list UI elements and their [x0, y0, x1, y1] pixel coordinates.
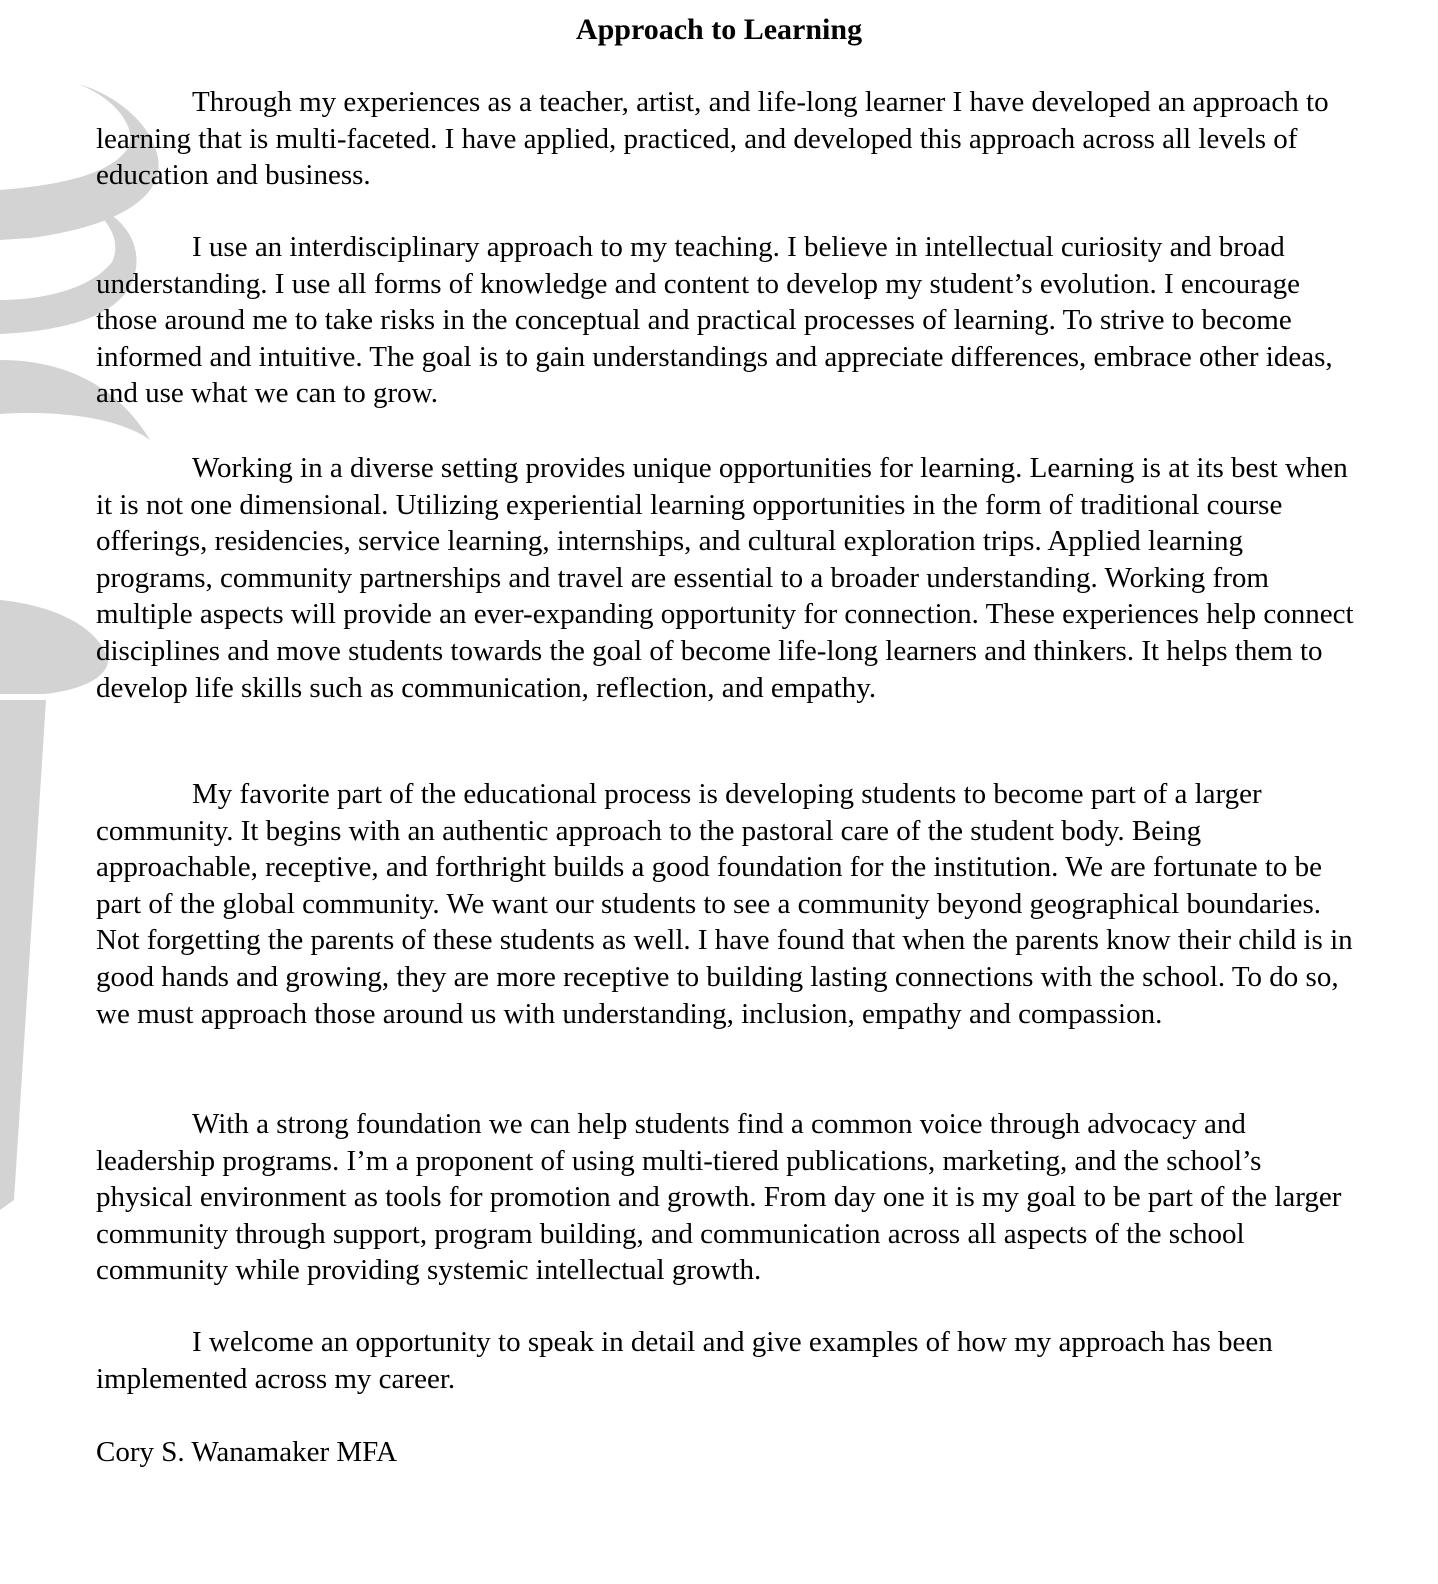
signature: Cory S. Wanamaker MFA [96, 1436, 398, 1468]
paragraph-diverse-setting: Working in a diverse setting provides unique opportunities for learning. Learning is at its best when it is not one dimensional. Utilizing experiential learning opportunities in the form of traditional course offerings, residencies, service learning, internships, and cultural exploration trips. Applied learning programs, community partnerships and travel are essential to a broader understanding. Working from multiple aspects will provide an ever-expanding opportunity for connection. These experiences help connect disciplines and move students towards the goal of become life-long learners and thinkers. It helps them to develop life skills such as communication, reflection, and empathy. [96, 452, 1354, 704]
paragraph-foundation: With a strong foundation we can help students find a common voice through advocacy and leadership programs. I’m a proponent of using multi-tiered publications, marketing, and the school’s physical environment as tools for promotion and growth. From day one it is my goal to be part of the larger community through support, program building, and communication across all aspects of the school community while providing systemic intellectual growth. [96, 1108, 1342, 1287]
paragraph-closing: I welcome an opportunity to speak in detail and give examples of how my approach has been implemented across my career. [96, 1326, 1273, 1395]
paragraph-experiences: Through my experiences as a teacher, artist, and life-long learner I have developed an approach to learning that is multi-faceted. I have applied, practiced, and developed this approach across all levels of education and business. [96, 86, 1329, 192]
paragraph-community: My favorite part of the educational process is developing students to become part of a larger community. It begins with an authentic approach to the pastoral care of the student body. Being approachable, receptive, and forthright builds a good foundation for the institution. We are fortunate to be part of the global community. We want our students to see a community beyond geographical boundaries. Not forgetting the parents of these students as well. I have found that when the parents know their child is in good hands and growing, they are more receptive to building lasting connections with the school. To do so, we must approach those around us with understanding, inclusion, empathy and compassion. [96, 778, 1353, 1030]
paragraph-interdisciplinary: I use an interdisciplinary approach to my teaching. I believe in intellectual curiosity and broad understanding. I use all forms of knowledge and content to develop my student’s evolution. I encourage those around me to take risks in the conceptual and practical processes of learning. To strive to become informed and intuitive. The goal is to gain understandings and appreciate differences, embrace other ideas, and use what we can to grow. [96, 231, 1333, 410]
document-title: Approach to Learning [575, 13, 863, 46]
